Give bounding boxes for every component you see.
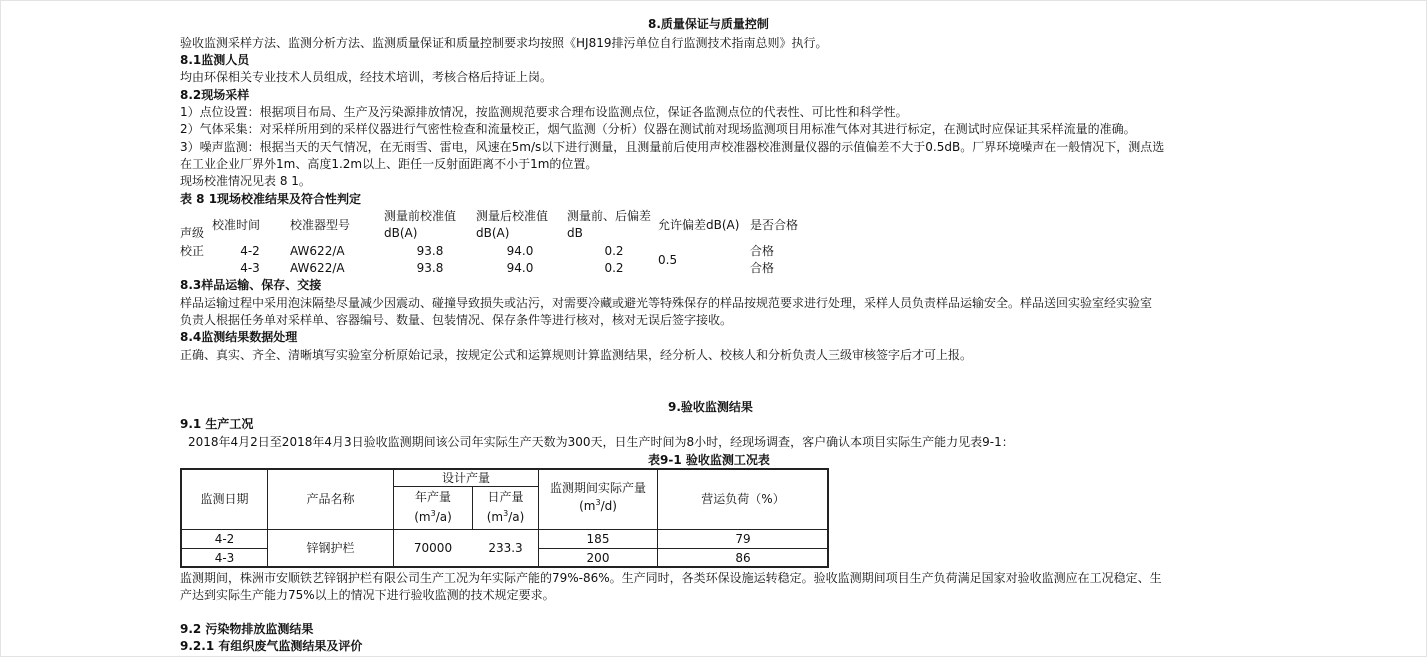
- t91-row-1-date: 4-2: [214, 532, 235, 546]
- t81-row-1-model: AW622/A: [290, 244, 345, 258]
- section-8-2-gas: 2）气体采集：对采样所用到的采样仪器进行气密性检查和流量校正，烟气监测（分析）仪器在测试前对现场监测项目用标准气体对其进行标定，在测试时应保证其采样流量的准确。: [180, 122, 1136, 136]
- t91-row-2-actual: 200: [586, 551, 610, 565]
- t81-header-sound: 声级: [180, 226, 205, 240]
- t91-hline: [180, 548, 268, 549]
- t91-header-day: 日产量: [487, 490, 524, 504]
- t81-header-post-2: dB(A): [476, 226, 510, 240]
- section-8-2-ref: 现场校准情况见表 8 1。: [180, 174, 311, 188]
- section-8-4-text: 正确、真实、齐全、清晰填写实验室分析原始记录，按规定公式和运算规则计算监测结果，经分析人、校核人和分析负责人三级审核签字后才可上报。: [180, 348, 973, 362]
- t81-row-2-pre: 93.8: [416, 261, 444, 275]
- t91-row-1-actual: 185: [586, 532, 610, 546]
- section-8-intro: 验收监测采样方法、监测分析方法、监测质量保证和质量控制要求均按照《HJ819排污单位自行监测技术指南总则》执行。: [180, 36, 828, 50]
- section-9-title: 9.验收监测结果: [668, 400, 753, 414]
- t91-hline: [393, 486, 538, 487]
- t91-header-design: 设计产量: [441, 471, 490, 485]
- t81-header-time: 校准时间: [212, 218, 261, 232]
- t91-header-date: 监测日期: [200, 492, 249, 506]
- t81-row-1-pre: 93.8: [416, 244, 444, 258]
- t91-row-1-load: 79: [735, 532, 751, 546]
- section-8-3-text-a: 样品运输过程中采用泡沫隔垫尽量减少因震动、碰撞导致损失或沾污，对需要冷藏或避光等特殊保存的样品按规范要求进行处理，采样人员负责样品运输安全。样品送回实验室经实验室: [180, 296, 1153, 310]
- t91-hline: [538, 548, 829, 549]
- section-8-title: 8.质量保证与质量控制: [648, 17, 769, 31]
- t81-row-label: 校正: [180, 244, 205, 258]
- section-9-2-1-title: 9.2.1 有组织废气监测结果及评价: [180, 639, 363, 653]
- section-9-2-title: 9.2 污染物排放监测结果: [180, 622, 314, 636]
- t91-header-year-unit: $(m^3/a)$: [414, 509, 452, 524]
- table-9-1-title: 表9-1 验收监测工况表: [648, 453, 770, 467]
- section-9-1-text: 2018年4月2日至2018年4月3日验收监测期间该公司年实际生产天数为300天，日生产时间为8小时，经现场调查，客户确认本项目实际生产能力见表9-1：: [188, 435, 1014, 449]
- section-9-1-title: 9.1 生产工况: [180, 417, 254, 431]
- section-8-3-title: 8.3样品运输、保存、交接: [180, 278, 322, 292]
- t91-header-product: 产品名称: [306, 492, 355, 506]
- t91-year-output: 70000: [413, 541, 453, 555]
- t81-header-dev-2: dB: [567, 226, 583, 240]
- section-8-1-title: 8.1监测人员: [180, 53, 250, 67]
- t81-header-pre-1: 测量前校准值: [384, 209, 457, 223]
- t81-header-post-1: 测量后校准值: [476, 209, 549, 223]
- t81-row-1-dev: 0.2: [604, 244, 624, 258]
- t81-row-1-post: 94.0: [506, 244, 534, 258]
- t81-header-dev-1: 测量前、后偏差: [567, 209, 652, 223]
- t81-header-model: 校准器型号: [290, 218, 351, 232]
- section-8-3-text-b: 负责人根据任务单对采样单、容器编号、数量、包装情况、保存条件等进行核对，核对无误后签字接收。: [180, 313, 733, 327]
- t91-header-day-unit: $(m^3/a)$: [486, 509, 525, 524]
- t81-header-pre-2: dB(A): [384, 226, 418, 240]
- t81-row-1-time: 4-2: [240, 244, 260, 258]
- section-8-2-noise-a: 3）噪声监测：根据当天的天气情况，在无雨雪、雷电，风速在5m/s以下进行测量，且测量前后使用声校准器校准测量仪器的示值偏差不大于0.5dB。厂界环境噪声在一般情况下，测点选: [180, 140, 1165, 154]
- t81-row-1-pass: 合格: [750, 244, 775, 258]
- t81-row-2-post: 94.0: [506, 261, 534, 275]
- section-9-1-after-a: 监测期间，株洲市安顺铁艺锌钢护栏有限公司生产工况为年实际产能的79%-86%。生产同时，各类环保设施运转稳定。验收监测期间项目生产负荷满足国家对验收监测应在工况稳定、生: [180, 571, 1162, 585]
- t91-header-actual: 监测期间实际产量: [549, 481, 646, 495]
- t91-row-2-date: 4-3: [214, 551, 235, 565]
- t91-product: 锌钢护栏: [306, 541, 355, 555]
- t91-header-year: 年产量: [414, 490, 451, 504]
- t91-row-2-load: 86: [735, 551, 751, 565]
- t81-header-allowed: 允许偏差dB(A): [658, 218, 740, 232]
- section-8-2-title: 8.2现场采样: [180, 88, 250, 102]
- table-8-1-title: 表 8 1现场校准结果及符合性判定: [180, 192, 362, 206]
- t81-row-2-pass: 合格: [750, 261, 775, 275]
- section-9-1-after-b: 产达到实际生产能力75%以上的情况下进行验收监测的技术规定要求。: [180, 588, 555, 602]
- t81-row-2-dev: 0.2: [604, 261, 624, 275]
- t91-day-output: 233.3: [488, 541, 523, 555]
- t91-header-actual-unit: $(m^3/d)$: [579, 498, 617, 513]
- t91-hline: [180, 529, 829, 530]
- section-8-4-title: 8.4监测结果数据处理: [180, 330, 298, 344]
- t81-row-2-time: 4-3: [240, 261, 260, 275]
- t81-allowed-value: 0.5: [658, 253, 678, 267]
- section-8-1-text: 均由环保相关专业技术人员组成，经技术培训，考核合格后持证上岗。: [180, 70, 553, 84]
- section-8-2-noise-b: 在工业企业厂界外1m、高度1.2m以上、距任一反射面距离不小于1m的位置。: [180, 157, 598, 171]
- section-8-2-point: 1）点位设置：根据项目布局、生产及污染源排放情况，按监测规范要求合理布设监测点位，保证各监测点位的代表性、可比性和科学性。: [180, 105, 908, 119]
- t81-header-pass: 是否合格: [750, 218, 799, 232]
- t81-row-2-model: AW622/A: [290, 261, 345, 275]
- t91-header-load: 营运负荷（%）: [701, 492, 785, 506]
